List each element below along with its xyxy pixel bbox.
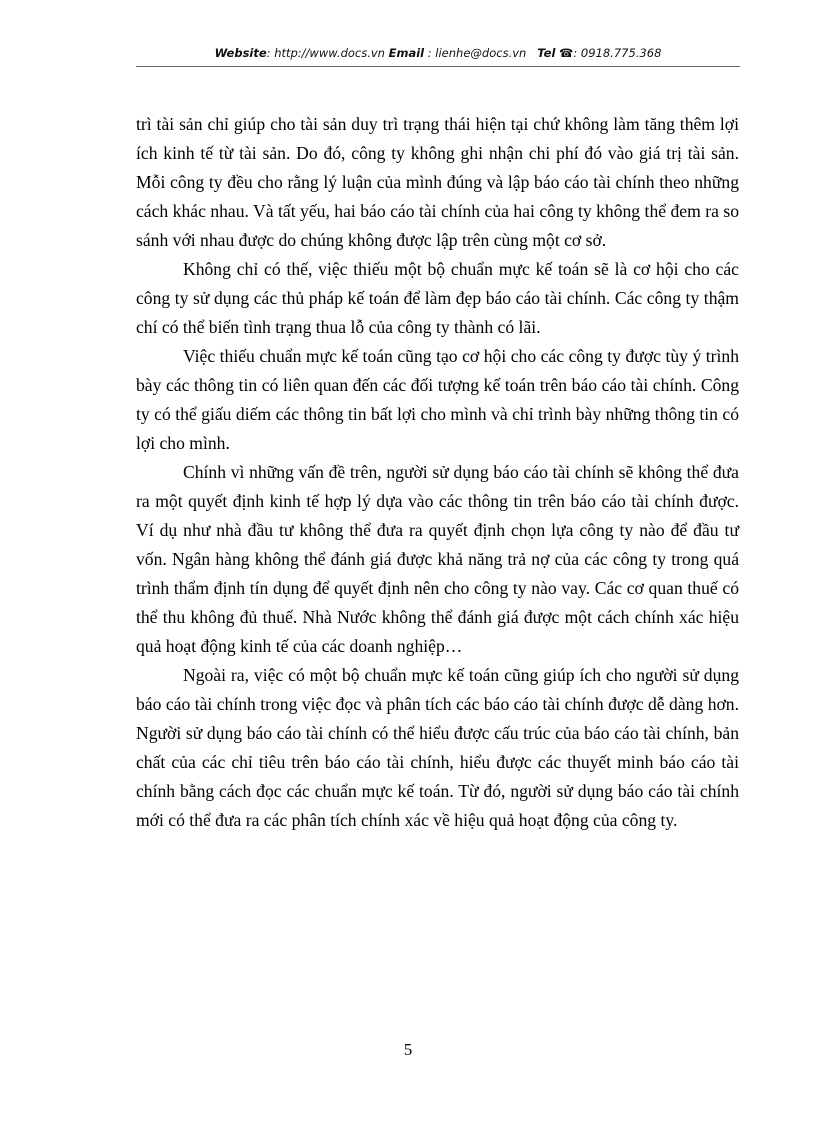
- header-divider: [136, 66, 740, 67]
- paragraph: Việc thiếu chuẩn mực kế toán cũng tạo cơ hội cho các công ty được tùy ý trình bày các thông tin có liên quan đến các đối tượng kế toán trên báo cáo tài chính. Công ty có thể giấu diếm các thông tin bất lợi cho mình và chỉ trình bày những thông tin có lợi cho mình.: [136, 346, 739, 453]
- website-url[interactable]: : http://www.docs.vn: [266, 46, 385, 60]
- website-label: Website: [214, 46, 267, 60]
- tel-label: Tel: [537, 46, 556, 60]
- email-label: Email: [388, 46, 425, 60]
- email-address[interactable]: : lienhe@docs.vn: [424, 46, 527, 60]
- paragraph-continued: trì tài sản chỉ giúp cho tài sản duy trì trạng thái hiện tại chứ không làm tăng thêm lợi ích kinh tế từ tài sản. Do đó, công ty không ghi nhận chi phí đó vào giá trị tài sản. Mỗi công ty đều cho rằng lý luận của mình đúng và lập báo cáo tài chính theo những cách khác nhau. Và tất yếu, hai báo cáo tài chính của hai công ty không thể đem ra so sánh với nhau được do chúng không được lập trên cùng một cơ sở.: [136, 114, 739, 250]
- phone-icon: ☎: [559, 46, 574, 60]
- paragraph: Ngoài ra, việc có một bộ chuẩn mực kế toán cũng giúp ích cho người sử dụng báo cáo tài chính trong việc đọc và phân tích các báo cáo tài chính được dễ dàng hơn. Người sử dụng báo cáo tài chính có thể hiểu được cấu trúc của báo cáo tài chính, bản chất của các chỉ tiêu trên báo cáo tài chính, hiểu được các thuyết minh báo cáo tài chính bằng cách đọc các chuẩn mực kế toán. Từ đó, người sử dụng báo cáo tài chính mới có thể đưa ra các phân tích chính xác về hiệu quả hoạt động của công ty.: [136, 665, 739, 830]
- document-body: [136, 110, 739, 835]
- tel-number: : 0918.775.368: [573, 46, 662, 60]
- paragraph: Chính vì những vấn đề trên, người sử dụng báo cáo tài chính sẽ không thể đưa ra một quyết định kinh tế hợp lý dựa vào các thông tin trên báo cáo tài chính được. Ví dụ như nhà đầu tư không thể đưa ra quyết định chọn lựa công ty nào để đầu tư vốn. Ngân hàng không thể đánh giá được khả năng trả nợ của các công ty trong quá trình thẩm định tín dụng để quyết định nên cho công ty nào vay. Các cơ quan thuế có thể thu không đủ thuế. Nhà Nước không thể đánh giá được một cách chính xác hiệu quả hoạt động kinh tế của các doanh nghiệp…: [136, 462, 739, 656]
- page-number: 5: [403, 1040, 413, 1059]
- paragraph: Không chỉ có thế, việc thiếu một bộ chuẩn mực kế toán sẽ là cơ hội cho các công ty sử dụng các thủ pháp kế toán để làm đẹp báo cáo tài chính. Các công ty thậm chí có thể biến tình trạng thua lỗ của công ty thành có lãi.: [136, 259, 739, 337]
- page-header: [136, 46, 740, 60]
